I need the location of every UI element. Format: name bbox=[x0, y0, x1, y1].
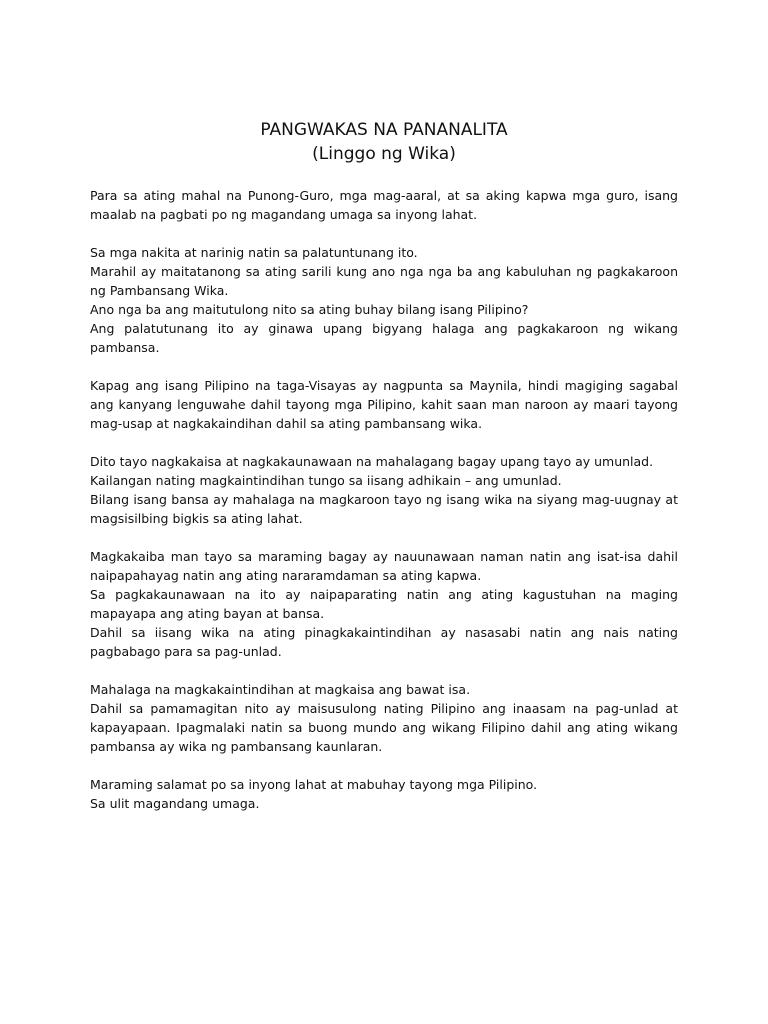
paragraph-intro bbox=[90, 243, 678, 357]
paragraph-line: Ano nga ba ang maitutulong nito sa ating buhay bilang isang Pilipino? bbox=[90, 302, 529, 317]
paragraph-line: Magkakaiba man tayo sa maraming bagay ay nauunawaan naman natin ang isat-isa dahil naipapahayag natin ang ating nararamdaman sa ating kapwa. bbox=[90, 549, 678, 583]
paragraph-line: Sa pagkakaunawaan na ito ay naipaparating natin ang ating kagustuhan na maging mapayapa ang ating bayan at bansa. bbox=[90, 587, 678, 621]
paragraph-line: Sa ulit magandang umaga. bbox=[90, 796, 260, 811]
paragraph-line: Bilang isang bansa ay mahalaga na magkaroon tayo ng isang wika na siyang mag-uugnay at magsisilbing bigkis sa ating lahat. bbox=[90, 492, 678, 526]
paragraph-line: Kailangan nating magkaintindihan tungo sa iisang adhikain – ang umunlad. bbox=[90, 473, 562, 488]
paragraph-progress bbox=[90, 680, 678, 756]
document-title: PANGWAKAS NA PANANALITA bbox=[260, 120, 508, 140]
paragraph-line: Maraming salamat po sa inyong lahat at mabuhay tayong mga Pilipino. bbox=[90, 777, 538, 792]
paragraph-understanding bbox=[90, 547, 678, 661]
paragraph-line: Dahil sa pamamagitan nito ay maisusulong nating Pilipino ang inaasam na pag-unlad at kapayapaan. Ipagmalaki natin sa buong mundo ang wikang Filipino dahil ang ating wikang pambansa ay wika ng pambansang kaunlaran. bbox=[90, 701, 678, 754]
paragraph-line: Mahalaga na magkakaintindihan at magkaisa ang bawat isa. bbox=[90, 682, 471, 697]
document-subtitle: (Linggo ng Wika) bbox=[312, 144, 456, 164]
paragraph-line: Sa mga nakita at narinig natin sa palatuntunang ito. bbox=[90, 245, 418, 260]
paragraph-line: Para sa ating mahal na Punong-Guro, mga mag-aaral, at sa aking kapwa mga guro, isang maalab na pagbati po ng magandang umaga sa inyong lahat. bbox=[90, 188, 678, 222]
paragraph-visayas bbox=[90, 376, 678, 433]
paragraph-line: Kapag ang isang Pilipino na taga-Visayas ay nagpunta sa Maynila, hindi magiging sagabal ang kanyang lenguwahe dahil tayong mga Pilipino, kahit saan man naroon ay maari tayong mag-usap at nagkakaindihan dahil sa ating pambansang wika. bbox=[90, 378, 678, 431]
document-page bbox=[90, 118, 678, 832]
paragraph-line: Dito tayo nagkakaisa at nagkakaunawaan na mahalagang bagay upang tayo ay umunlad. bbox=[90, 454, 654, 469]
paragraph-closing bbox=[90, 775, 678, 813]
title-block bbox=[90, 118, 678, 166]
paragraph-line: Ang palatutunang ito ay ginawa upang bigyang halaga ang pagkakaroon ng wikang pambansa. bbox=[90, 321, 678, 355]
paragraph-greeting bbox=[90, 186, 678, 224]
paragraph-line: Dahil sa iisang wika na ating pinagkakaintindihan ay nasasabi natin ang nais nating pagbabago para sa pag-unlad. bbox=[90, 625, 678, 659]
paragraph-line: Marahil ay maitatanong sa ating sarili kung ano nga nga ba ang kabuluhan ng pagkakaroon ng Pambansang Wika. bbox=[90, 264, 678, 298]
paragraph-unity bbox=[90, 452, 678, 528]
